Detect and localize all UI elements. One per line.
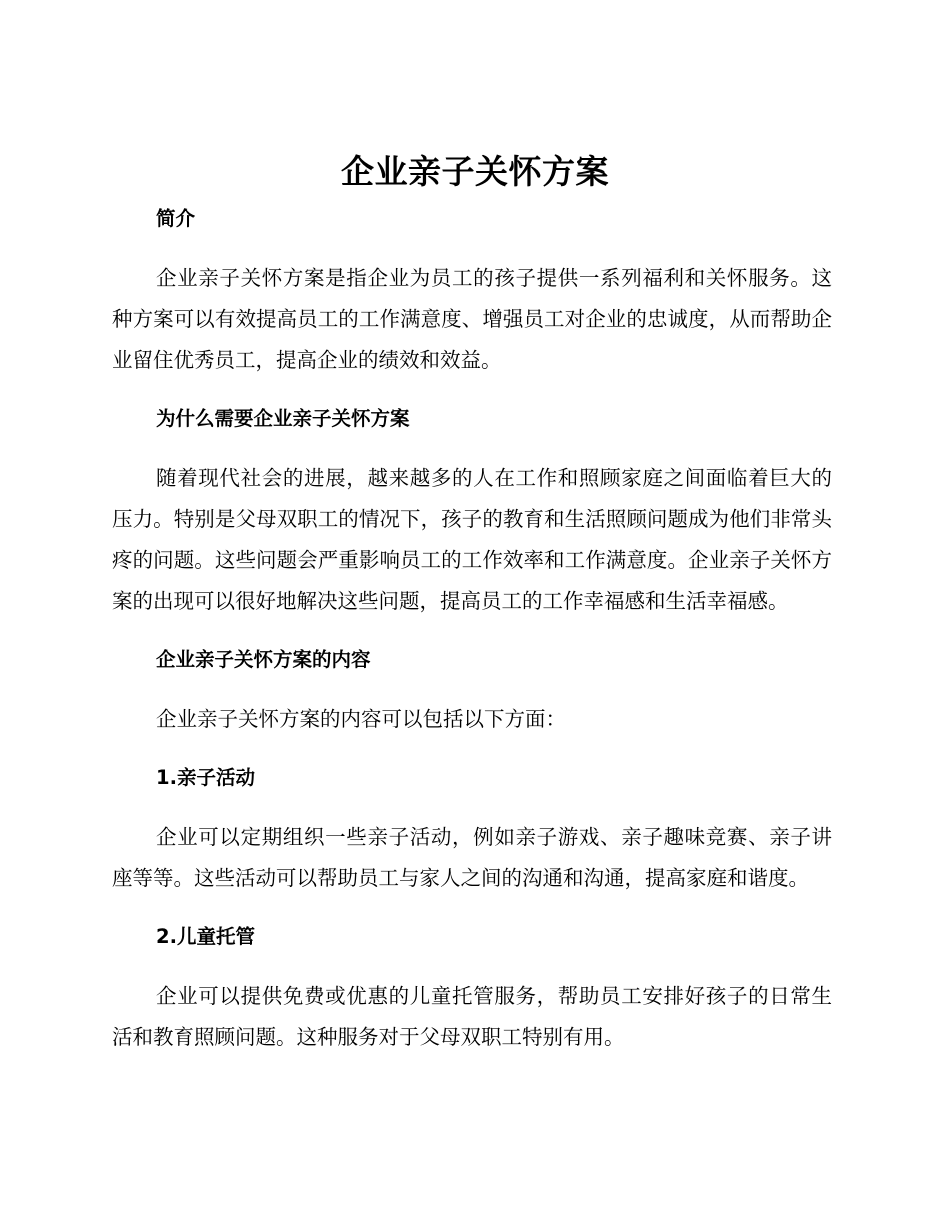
section-heading-intro: 简介 xyxy=(156,207,196,230)
document-title: 企业亲子关怀方案 xyxy=(341,152,609,191)
section-paragraph-activities: 企业可以定期组织一些亲子活动，例如亲子游戏、亲子趣味竞赛、亲子讲座等等。这些活动可以帮助员工与家人之间的沟通和沟通，提高家庭和谐度。 xyxy=(112,825,832,890)
section-paragraph-content: 企业亲子关怀方案的内容可以包括以下方面： xyxy=(156,707,566,731)
section-paragraph-intro: 企业亲子关怀方案是指企业为员工的孩子提供一系列福利和关怀服务。这种方案可以有效提高员工的工作满意度、增强员工对企业的忠诚度，从而帮助企业留住优秀员工，提高企业的绩效和效益。 xyxy=(112,266,832,372)
section-heading-content: 企业亲子关怀方案的内容 xyxy=(156,648,371,671)
section-heading-activities: 1.亲子活动 xyxy=(156,766,255,789)
document-body xyxy=(112,202,832,1058)
section-heading-childcare: 2.儿童托管 xyxy=(156,925,255,948)
section-paragraph-childcare: 企业可以提供免费或优惠的儿童托管服务，帮助员工安排好孩子的日常生活和教育照顾问题。这种服务对于父母双职工特别有用。 xyxy=(112,984,832,1049)
section-paragraph-why: 随着现代社会的进展，越来越多的人在工作和照顾家庭之间面临着巨大的压力。特别是父母双职工的情况下，孩子的教育和生活照顾问题成为他们非常头疼的问题。这些问题会严重影响员工的工作效率和工作满意度。企业亲子关怀方案的出现可以很好地解决这些问题，提高员工的工作幸福感和生活幸福感。 xyxy=(112,466,832,613)
section-heading-why: 为什么需要企业亲子关怀方案 xyxy=(156,407,410,430)
